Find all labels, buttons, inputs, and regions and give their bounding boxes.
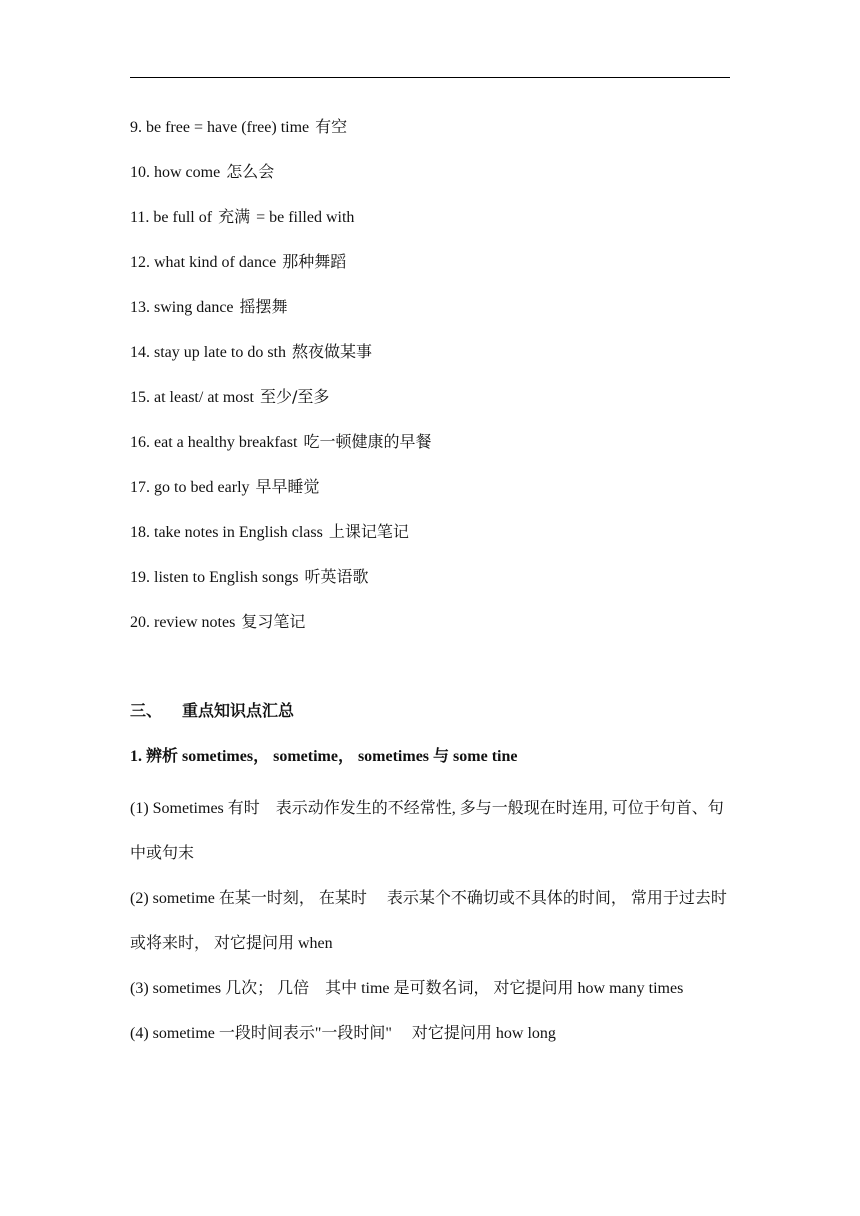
explanation-paragraph: (2) sometime 在某一时刻， 在某时 表示某个不确切或不具体的时间， 常用于过去时或将来时， 对它提问用 when [130,890,727,952]
subsection-heading: 1. 辨析 sometimes， sometime， sometimes 与 some tine [130,748,518,765]
section-number: 三、 [130,701,163,720]
phrase-chinese: 充满 [218,207,251,226]
phrase-english: 13. swing dance [130,299,234,316]
phrase-item [130,290,730,335]
phrase-list [130,110,730,650]
phrase-chinese: 至少/至多 [259,387,330,406]
phrase-chinese: 熬夜做某事 [291,342,372,361]
header-rule [130,77,730,78]
explanation-paragraph: (4) sometime 一段时间表示"一段时间" 对它提问用 how long [130,1025,556,1042]
phrase-item [130,605,730,650]
phrase-item [130,245,730,290]
phrase-item [130,335,730,380]
explanation-body [130,786,732,1056]
phrase-item [130,380,730,425]
section-title: 重点知识点汇总 [182,701,295,720]
phrase-item [130,110,730,155]
phrase-chinese: 早早睡觉 [255,477,320,496]
phrase-item [130,560,730,605]
phrase-english: 16. eat a healthy breakfast [130,434,298,451]
phrase-item [130,425,730,470]
phrase-chinese: 上课记笔记 [328,522,409,541]
phrase-english: 14. stay up late to do sth [130,344,286,361]
phrase-english: 11. be full of [130,209,213,226]
phrase-chinese: 怎么会 [226,162,275,181]
phrase-english: 18. take notes in English class [130,524,323,541]
phrase-english: 9. be free = have (free) time [130,119,310,136]
phrase-english: 12. what kind of dance [130,254,277,271]
phrase-chinese: 有空 [315,117,348,136]
phrase-synonym: = be filled with [256,209,355,226]
explanation-paragraph: (1) Sometimes 有时 表示动作发生的不经常性, 多与一般现在时连用, 可位于句首、句中或句末 [130,800,724,862]
explanation-paragraph: (3) sometimes 几次； 几倍 其中 time 是可数名词， 对它提问用 how many times [130,980,684,997]
phrase-item [130,155,730,200]
phrase-english: 19. listen to English songs [130,569,299,586]
phrase-chinese: 那种舞蹈 [282,252,347,271]
phrase-english: 20. review notes [130,614,236,631]
phrase-item [130,470,730,515]
phrase-english: 17. go to bed early [130,479,250,496]
phrase-chinese: 摇摆舞 [239,297,288,316]
section-heading [130,698,294,721]
phrase-english: 15. at least/ at most [130,389,254,406]
phrase-chinese: 听英语歌 [304,567,369,586]
phrase-chinese: 吃一顿健康的早餐 [303,432,432,451]
phrase-item [130,515,730,560]
phrase-chinese: 复习笔记 [241,612,306,631]
phrase-item [130,200,730,245]
phrase-english: 10. how come [130,164,221,181]
